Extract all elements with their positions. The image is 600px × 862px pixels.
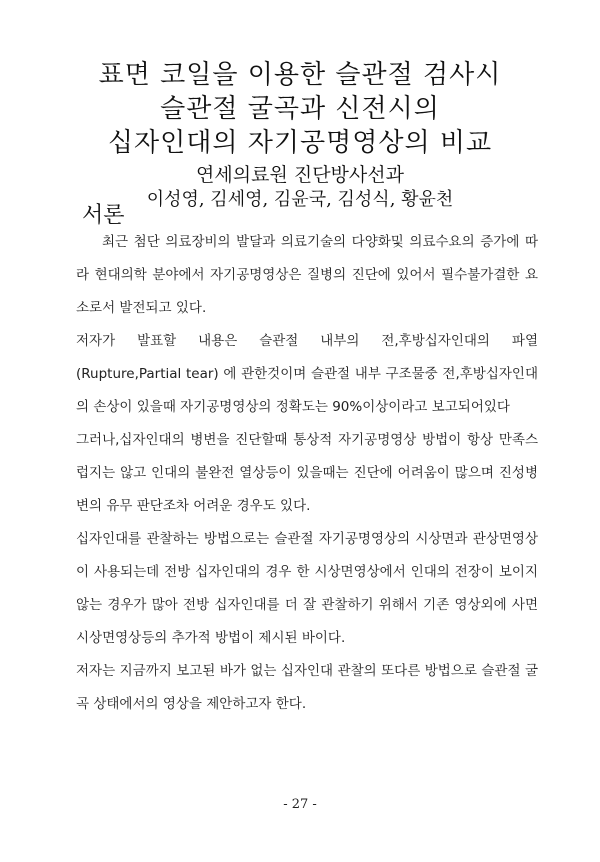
affiliation: 연세의료원 진단방사선과 <box>196 164 404 186</box>
title-block <box>0 58 600 212</box>
paragraph-4: 십자인대를 관찰하는 방법으로는 슬관절 자기공명영상의 시상면과 관상면영상이 사용되는데 전방 십자인대의 경우 한 시상면영상에서 인대의 전장이 보이지 않는 경우가 많아 전방 십자인대를 더 잘 관찰하기 위해서 기존 영상외에 사면 시상면영상등의 추가적 방법이 제시된 바이다. <box>76 531 538 646</box>
section-heading: 서론 <box>82 203 125 228</box>
paragraph-3: 그러나,십자인대의 병변을 진단할때 통상적 자기공명영상 방법이 항상 만족스럽지는 않고 인대의 불완전 열상등이 있을때는 진단에 어려움이 많으며 진성병변의 유무 판단조차 어려운 경우도 있다. <box>76 432 538 514</box>
title-line-1: 표면 코일을 이용한 슬관절 검사시 <box>98 60 502 90</box>
page-number: - 27 - <box>283 797 317 812</box>
author-list: 이성영, 김세영, 김윤국, 김성식, 황윤천 <box>146 189 454 210</box>
title-line-3: 십자인대의 자기공명영상의 비교 <box>107 128 493 158</box>
paragraph-2: 저자가 발표할 내용은 슬관절 내부의 전,후방십자인대의 파열 (Rupture,Partial tear) 에 관한것이며 슬관절 내부 구조물중 전,후방십자인대의 손상이 있을때 자기공명영상의 정확도는 90%이상이라고 보고되어있다 <box>76 333 538 415</box>
body-text <box>76 226 538 721</box>
paragraph-5: 저자는 지금까지 보고된 바가 없는 십자인대 관찰의 또다른 방법으로 슬관절 굴곡 상태에서의 영상을 제안하고자 한다. <box>76 663 538 712</box>
paragraph-1: 최근 첨단 의료장비의 발달과 의료기술의 다양화및 의료수요의 증가에 따라 현대의학 분야에서 자기공명영상은 질병의 진단에 있어서 필수불가결한 요소로서 발전되고 있다. <box>76 234 538 316</box>
title-line-2: 슬관절 굴곡과 신전시의 <box>160 94 440 124</box>
